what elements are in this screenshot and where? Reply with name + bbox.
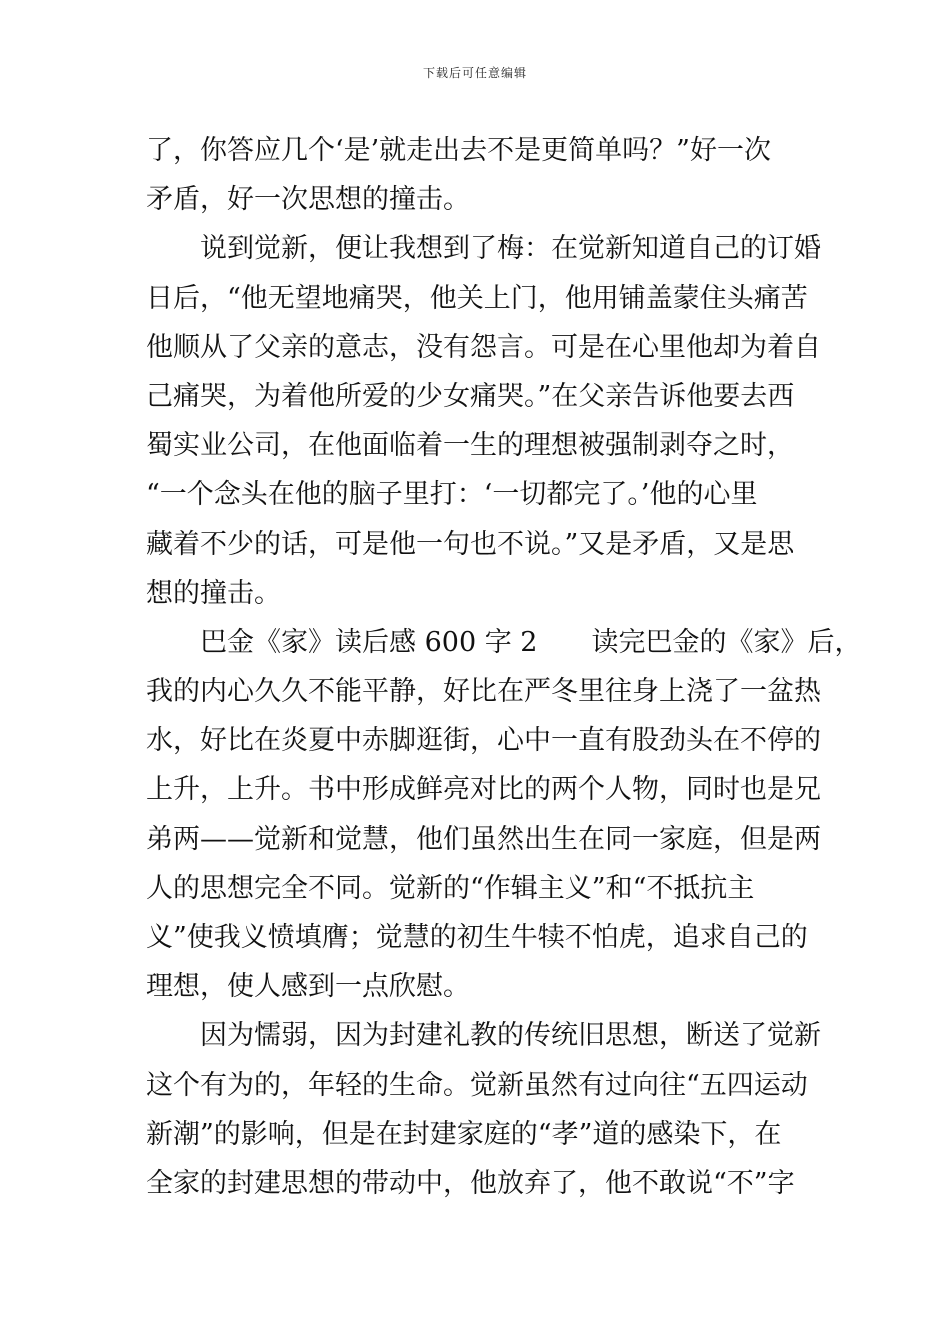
text-line: 弟两——觉新和觉慧，他们虽然出生在同一家庭，但是两 [146, 823, 821, 855]
page-header: 下载后可任意编辑 [422, 66, 527, 80]
text-line: 新潮”的影响，但是在封建家庭的“孝”道的感染下，在 [146, 1118, 782, 1150]
text-line: 巴金《家》读后感 600 字 2 读完巴金的《家》后， [146, 626, 862, 658]
text-line: 蜀实业公司，在他面临着一生的理想被强制剥夺之时， [146, 430, 794, 462]
text-line: 上升，上升。书中形成鲜亮对比的两个人物，同时也是兄 [146, 774, 821, 806]
text-line: 人的思想完全不同。觉新的“作辑主义”和“不抵抗主 [146, 872, 755, 904]
text-line: 这个有为的，年轻的生命。觉新虽然有过向往“五四运动 [146, 1069, 808, 1101]
text-line: 全家的封建思想的带动中，他放弃了，他不敢说“不”字 [146, 1167, 795, 1199]
text-line: 了，你答应几个‘是’就走出去不是更简单吗？”好一次 [146, 135, 771, 166]
text-line: 己痛哭，为着他所爱的少女痛哭。”在父亲告诉他要去西 [146, 380, 795, 412]
text-line: 我的内心久久不能平静，好比在严冬里往身上浇了一盆热 [146, 676, 821, 708]
text-line: 矛盾，好一次思想的撞击。 [146, 184, 470, 216]
text-line: 想的撞击。 [146, 577, 281, 609]
text-line: 说到觉新，便让我想到了梅：在觉新知道自己的订婚 [146, 233, 821, 265]
text-line: 理想，使人感到一点欣慰。 [146, 971, 470, 1003]
text-line: 他顺从了父亲的意志，没有怨言。可是在心里他却为着自 [146, 331, 821, 363]
text-line: “一个念头在他的脑子里打：‘一切都完了。’他的心里 [146, 479, 758, 511]
document-body [146, 126, 862, 1208]
text-line: 水，好比在炎夏中赤脚逛街，心中一直有股劲头在不停的 [146, 725, 821, 757]
text-line: 义”使我义愤填膺；觉慧的初生牛犊不怕虎，追求自己的 [146, 922, 808, 953]
text-line: 藏着不少的话，可是他一句也不说。”又是矛盾，又是思 [146, 528, 795, 560]
text-line: 因为懦弱，因为封建礼教的传统旧思想，断送了觉新 [146, 1020, 821, 1052]
text-line: 日后，“他无望地痛哭，他关上门，他用铺盖蒙住头痛苦 [146, 282, 808, 314]
